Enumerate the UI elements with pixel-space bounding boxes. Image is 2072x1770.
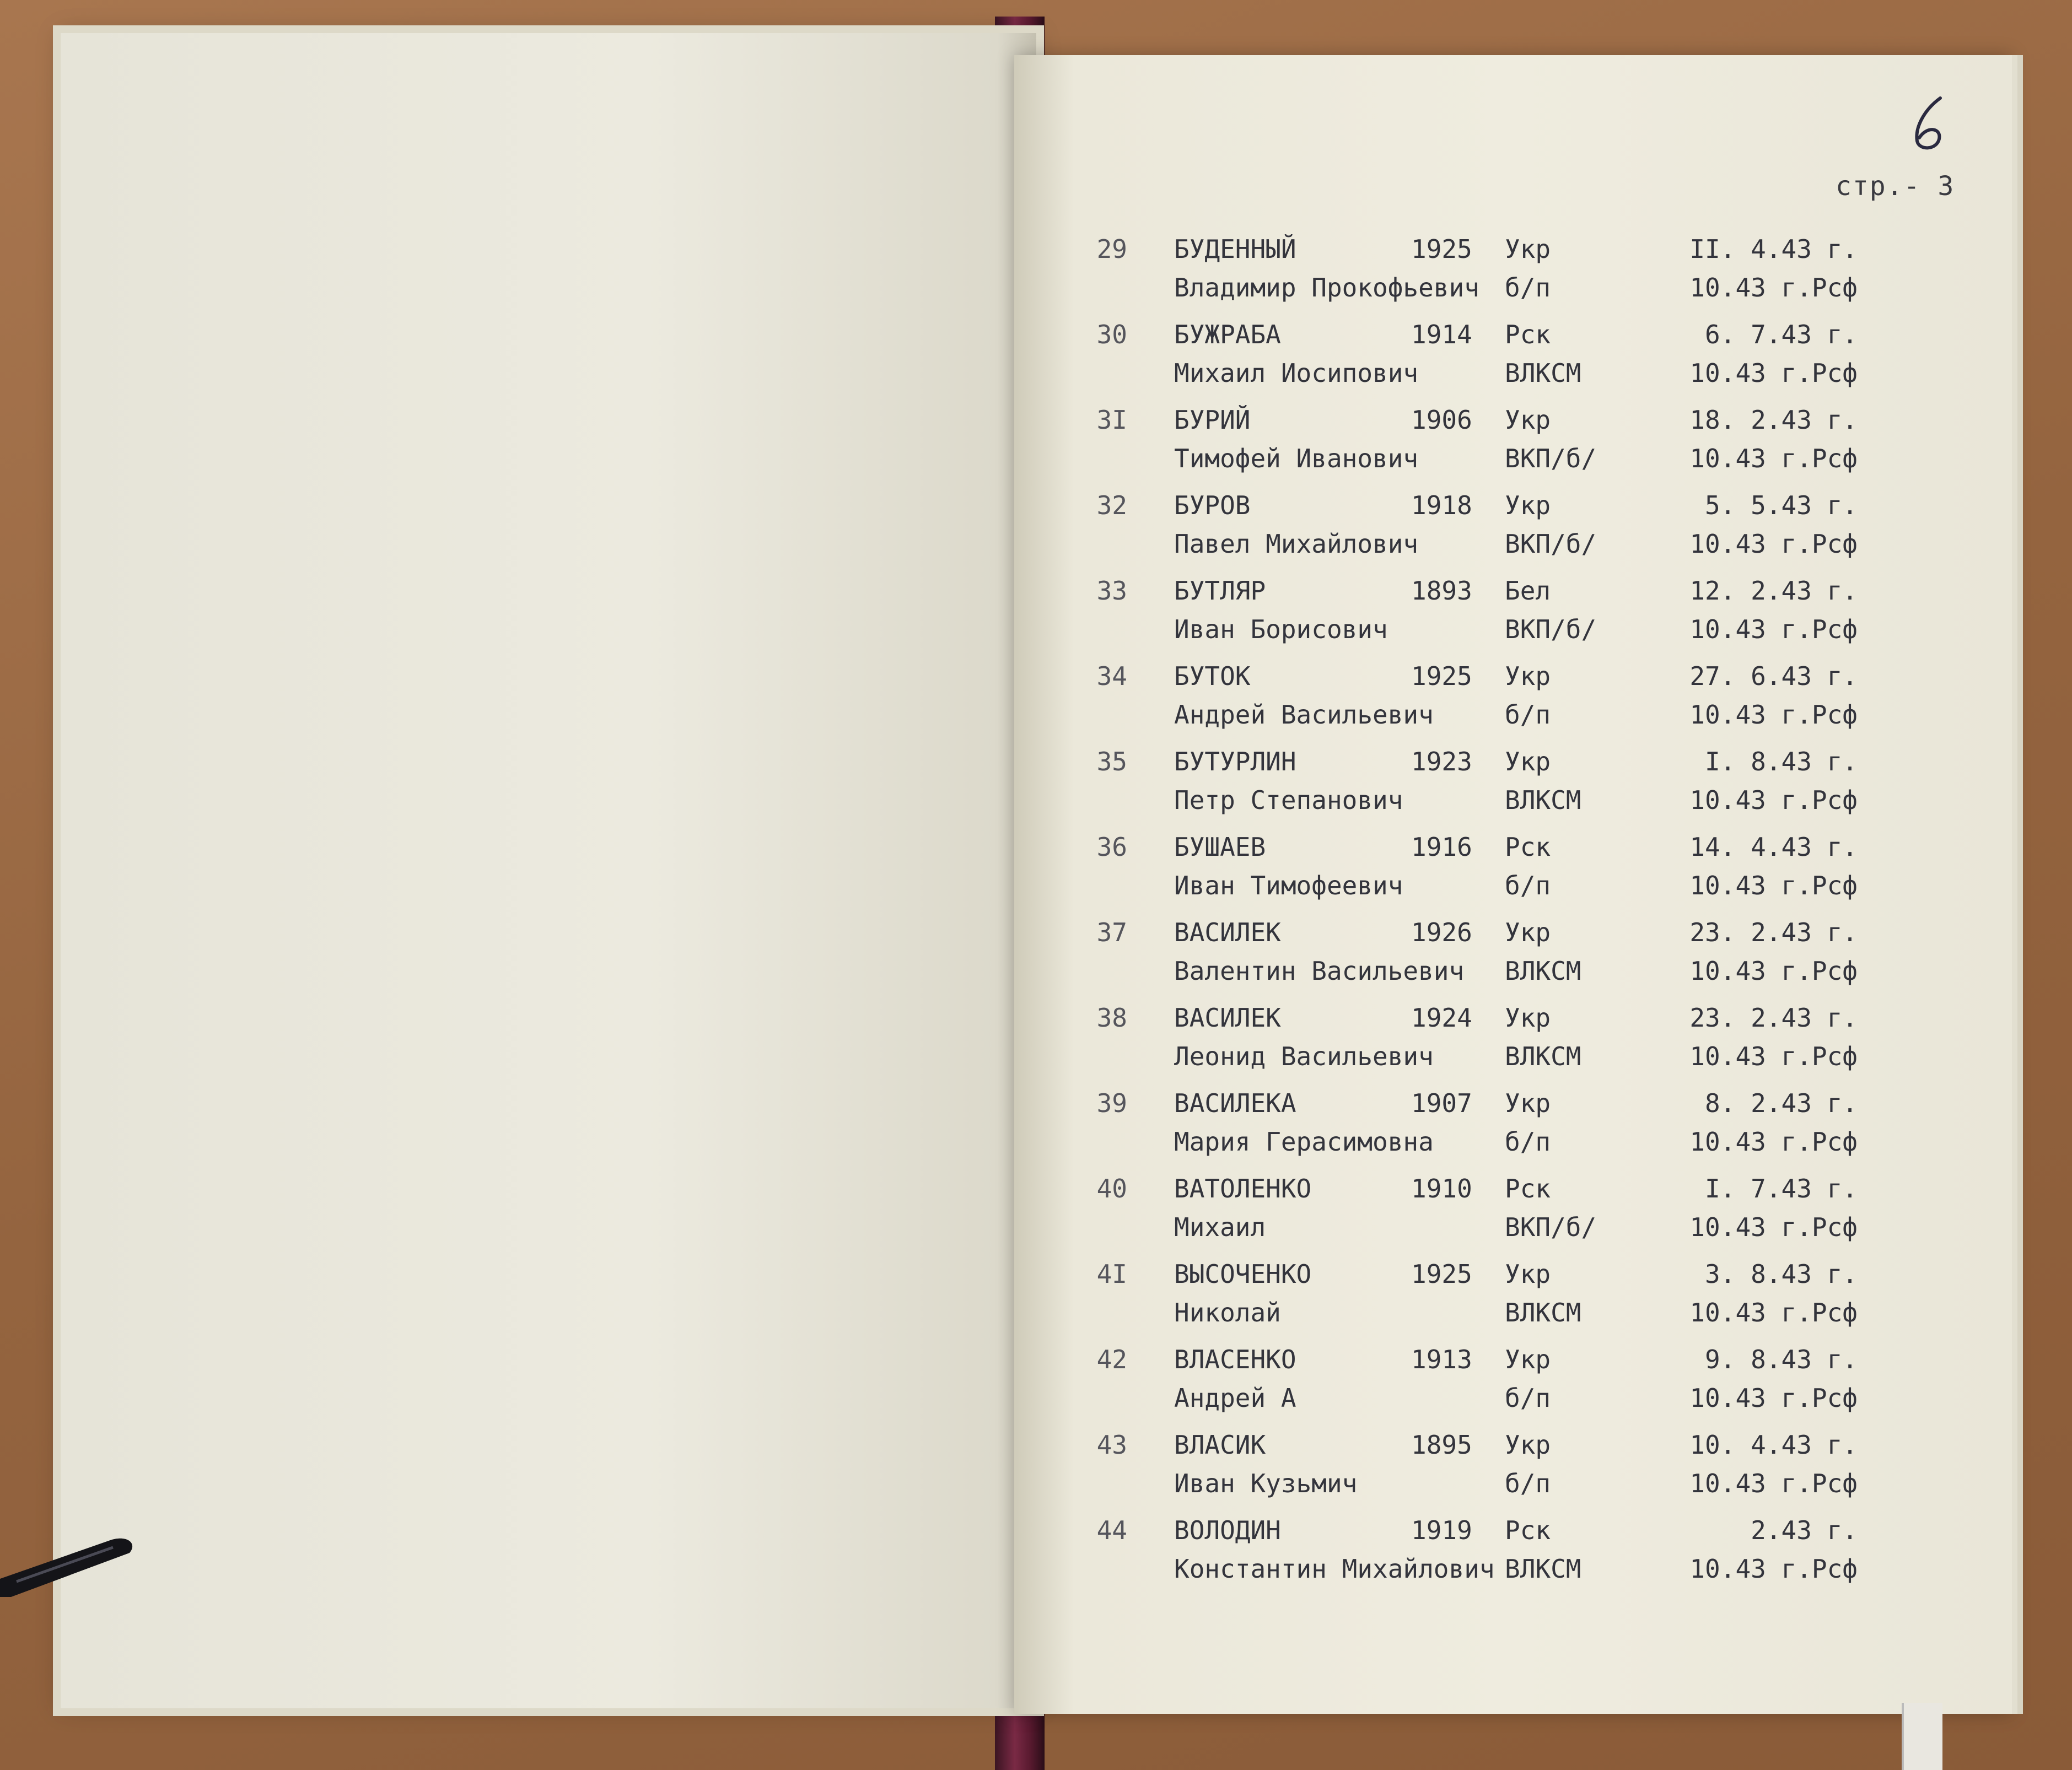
list-item [0, 314, 2072, 397]
entry-surname: ВЛАСЕНКО [1174, 1345, 1296, 1374]
entry-date-2: 10.43 г.Рсф [1689, 444, 1858, 473]
entry-number: 30 [1096, 320, 1127, 349]
entry-date-1: 23. 2.43 г. [1689, 1003, 1858, 1033]
entry-given-name: Михаил [1174, 1212, 1266, 1242]
entry-surname: ВЫСОЧЕНКО [1174, 1259, 1312, 1289]
list-item [0, 1339, 2072, 1422]
entry-number: 44 [1096, 1515, 1127, 1545]
entry-birth-year: 1913 [1411, 1345, 1472, 1374]
handwritten-folio-number [1907, 94, 1951, 154]
entry-birth-year: 1910 [1411, 1174, 1472, 1204]
entry-birth-year: 1914 [1411, 320, 1472, 349]
list-item [0, 485, 2072, 568]
entry-date-1: 8. 2.43 г. [1705, 1088, 1858, 1118]
entry-nationality: Укр [1505, 1003, 1551, 1033]
entry-date-2: 10.43 г.Рсф [1689, 1383, 1858, 1413]
entry-given-name: Андрей А [1174, 1383, 1296, 1413]
entry-nationality: Рск [1505, 320, 1551, 349]
entry-birth-year: 1925 [1411, 234, 1472, 264]
entry-nationality: Укр [1505, 1430, 1551, 1460]
entry-date-1: 3. 8.43 г. [1705, 1259, 1858, 1289]
entry-party: ВЛКСМ [1505, 1042, 1581, 1071]
entry-date-2: 10.43 г.Рсф [1689, 1127, 1858, 1157]
entry-number: 40 [1096, 1174, 1127, 1204]
pen-tip [0, 1526, 143, 1598]
entry-party: б/п [1505, 1469, 1551, 1498]
entry-surname: БУШАЕВ [1174, 832, 1266, 862]
entry-nationality: Рск [1505, 832, 1551, 862]
entry-birth-year: 1926 [1411, 918, 1472, 947]
entry-number: 36 [1096, 832, 1127, 862]
entry-party: ВЛКСМ [1505, 358, 1581, 388]
entry-surname: ВАСИЛЕКА [1174, 1088, 1296, 1118]
entry-date-2: 10.43 г.Рсф [1689, 1212, 1858, 1242]
entry-surname: БУТЛЯР [1174, 576, 1266, 606]
entry-birth-year: 1895 [1411, 1430, 1472, 1460]
entry-date-2: 10.43 г.Рсф [1689, 614, 1858, 644]
page-number: стр.- 3 [1836, 171, 1955, 202]
list-item [0, 656, 2072, 738]
list-item [0, 1083, 2072, 1165]
entry-date-2: 10.43 г.Рсф [1689, 956, 1858, 986]
entry-date-1: 23. 2.43 г. [1689, 918, 1858, 947]
entry-number: 29 [1096, 234, 1127, 264]
list-item [0, 1510, 2072, 1593]
entry-party: ВЛКСМ [1505, 1298, 1581, 1328]
entry-number: 38 [1096, 1003, 1127, 1033]
list-item [0, 827, 2072, 909]
entry-date-1: 18. 2.43 г. [1689, 405, 1858, 435]
entry-date-2: 10.43 г.Рсф [1689, 785, 1858, 815]
entry-birth-year: 1893 [1411, 576, 1472, 606]
entry-party: ВЛКСМ [1505, 1554, 1581, 1584]
entry-given-name: Константин Михайлович [1174, 1554, 1495, 1584]
entry-nationality: Укр [1505, 1259, 1551, 1289]
entry-nationality: Укр [1505, 234, 1551, 264]
entry-party: б/п [1505, 1383, 1551, 1413]
entry-party: б/п [1505, 273, 1551, 303]
entry-birth-year: 1906 [1411, 405, 1472, 435]
entry-nationality: Укр [1505, 405, 1551, 435]
entry-date-1: II. 4.43 г. [1689, 234, 1858, 264]
entry-surname: БУЖРАБА [1174, 320, 1281, 349]
entry-date-2: 10.43 г.Рсф [1689, 358, 1858, 388]
entry-date-2: 10.43 г.Рсф [1689, 1554, 1858, 1584]
entry-given-name: Леонид Васильевич [1174, 1042, 1434, 1071]
entry-date-1: 2.43 г. [1751, 1515, 1858, 1545]
entry-given-name: Петр Степанович [1174, 785, 1403, 815]
entry-date-2: 10.43 г.Рсф [1689, 871, 1858, 900]
entry-number: 33 [1096, 576, 1127, 606]
list-item [0, 912, 2072, 995]
entry-party: б/п [1505, 700, 1551, 730]
entry-number: 32 [1096, 490, 1127, 520]
entry-surname: ВАТОЛЕНКО [1174, 1174, 1312, 1204]
entry-given-name: Иван Борисович [1174, 614, 1388, 644]
entry-number: 3I [1096, 405, 1127, 435]
entry-party: ВКП/б/ [1505, 1212, 1597, 1242]
entry-birth-year: 1924 [1411, 1003, 1472, 1033]
entry-party: ВЛКСМ [1505, 956, 1581, 986]
entry-surname: БУТУРЛИН [1174, 747, 1296, 776]
entry-nationality: Укр [1505, 918, 1551, 947]
entry-given-name: Иван Кузьмич [1174, 1469, 1358, 1498]
entry-given-name: Николай [1174, 1298, 1281, 1328]
list-item [0, 570, 2072, 653]
entry-party: б/п [1505, 1127, 1551, 1157]
list-item [0, 229, 2072, 311]
entry-birth-year: 1925 [1411, 1259, 1472, 1289]
entry-surname: ВАСИЛЕК [1174, 918, 1281, 947]
entry-number: 37 [1096, 918, 1127, 947]
entry-nationality: Укр [1505, 490, 1551, 520]
entry-surname: БУТОК [1174, 661, 1251, 691]
entry-nationality: Рск [1505, 1174, 1551, 1204]
entry-given-name: Андрей Васильевич [1174, 700, 1434, 730]
paper-clip-tab [1902, 1703, 1942, 1770]
entry-date-1: 10. 4.43 г. [1689, 1430, 1858, 1460]
entry-party: ВКП/б/ [1505, 614, 1597, 644]
entry-number: 35 [1096, 747, 1127, 776]
entry-date-1: I. 7.43 г. [1705, 1174, 1858, 1204]
entry-date-2: 10.43 г.Рсф [1689, 1298, 1858, 1328]
entry-date-1: 12. 2.43 г. [1689, 576, 1858, 606]
entry-party: ВЛКСМ [1505, 785, 1581, 815]
list-item [0, 1424, 2072, 1507]
entry-surname: БУРОВ [1174, 490, 1251, 520]
entry-nationality: Укр [1505, 1088, 1551, 1118]
entry-birth-year: 1918 [1411, 490, 1472, 520]
entry-given-name: Михаил Иосипович [1174, 358, 1419, 388]
entry-date-1: 27. 6.43 г. [1689, 661, 1858, 691]
list-item [0, 1254, 2072, 1336]
entry-birth-year: 1923 [1411, 747, 1472, 776]
entry-birth-year: 1919 [1411, 1515, 1472, 1545]
entry-given-name: Владимир Прокофьевич [1174, 273, 1479, 303]
entry-date-1: I. 8.43 г. [1705, 747, 1858, 776]
list-item [0, 1168, 2072, 1251]
entry-date-1: 6. 7.43 г. [1705, 320, 1858, 349]
entry-number: 39 [1096, 1088, 1127, 1118]
entry-birth-year: 1925 [1411, 661, 1472, 691]
entry-date-1: 14. 4.43 г. [1689, 832, 1858, 862]
entry-number: 4I [1096, 1259, 1127, 1289]
entry-nationality: Укр [1505, 747, 1551, 776]
entry-party: ВКП/б/ [1505, 444, 1597, 473]
entry-date-1: 5. 5.43 г. [1705, 490, 1858, 520]
entry-birth-year: 1916 [1411, 832, 1472, 862]
list-item [0, 997, 2072, 1080]
entry-given-name: Павел Михайлович [1174, 529, 1419, 559]
entry-number: 34 [1096, 661, 1127, 691]
entry-nationality: Укр [1505, 661, 1551, 691]
entry-given-name: Иван Тимофеевич [1174, 871, 1403, 900]
entry-nationality: Бел [1505, 576, 1551, 606]
entry-party: б/п [1505, 871, 1551, 900]
entry-number: 43 [1096, 1430, 1127, 1460]
entry-date-2: 10.43 г.Рсф [1689, 1042, 1858, 1071]
entry-nationality: Укр [1505, 1345, 1551, 1374]
entry-date-2: 10.43 г.Рсф [1689, 700, 1858, 730]
entry-surname: ВОЛОДИН [1174, 1515, 1281, 1545]
entry-date-2: 10.43 г.Рсф [1689, 529, 1858, 559]
entry-surname: ВЛАСИК [1174, 1430, 1266, 1460]
entry-number: 42 [1096, 1345, 1127, 1374]
entry-surname: ВАСИЛЕК [1174, 1003, 1281, 1033]
entry-given-name: Тимофей Иванович [1174, 444, 1419, 473]
entry-given-name: Валентин Васильевич [1174, 956, 1465, 986]
entry-date-2: 10.43 г.Рсф [1689, 1469, 1858, 1498]
entry-birth-year: 1907 [1411, 1088, 1472, 1118]
entry-date-1: 9. 8.43 г. [1705, 1345, 1858, 1374]
entry-nationality: Рск [1505, 1515, 1551, 1545]
entry-party: ВКП/б/ [1505, 529, 1597, 559]
entry-surname: БУДЕННЫЙ [1174, 234, 1296, 264]
entry-given-name: Мария Герасимовна [1174, 1127, 1434, 1157]
list-item [0, 400, 2072, 482]
entry-date-2: 10.43 г.Рсф [1689, 273, 1858, 303]
list-item [0, 741, 2072, 824]
entry-surname: БУРИЙ [1174, 405, 1251, 435]
